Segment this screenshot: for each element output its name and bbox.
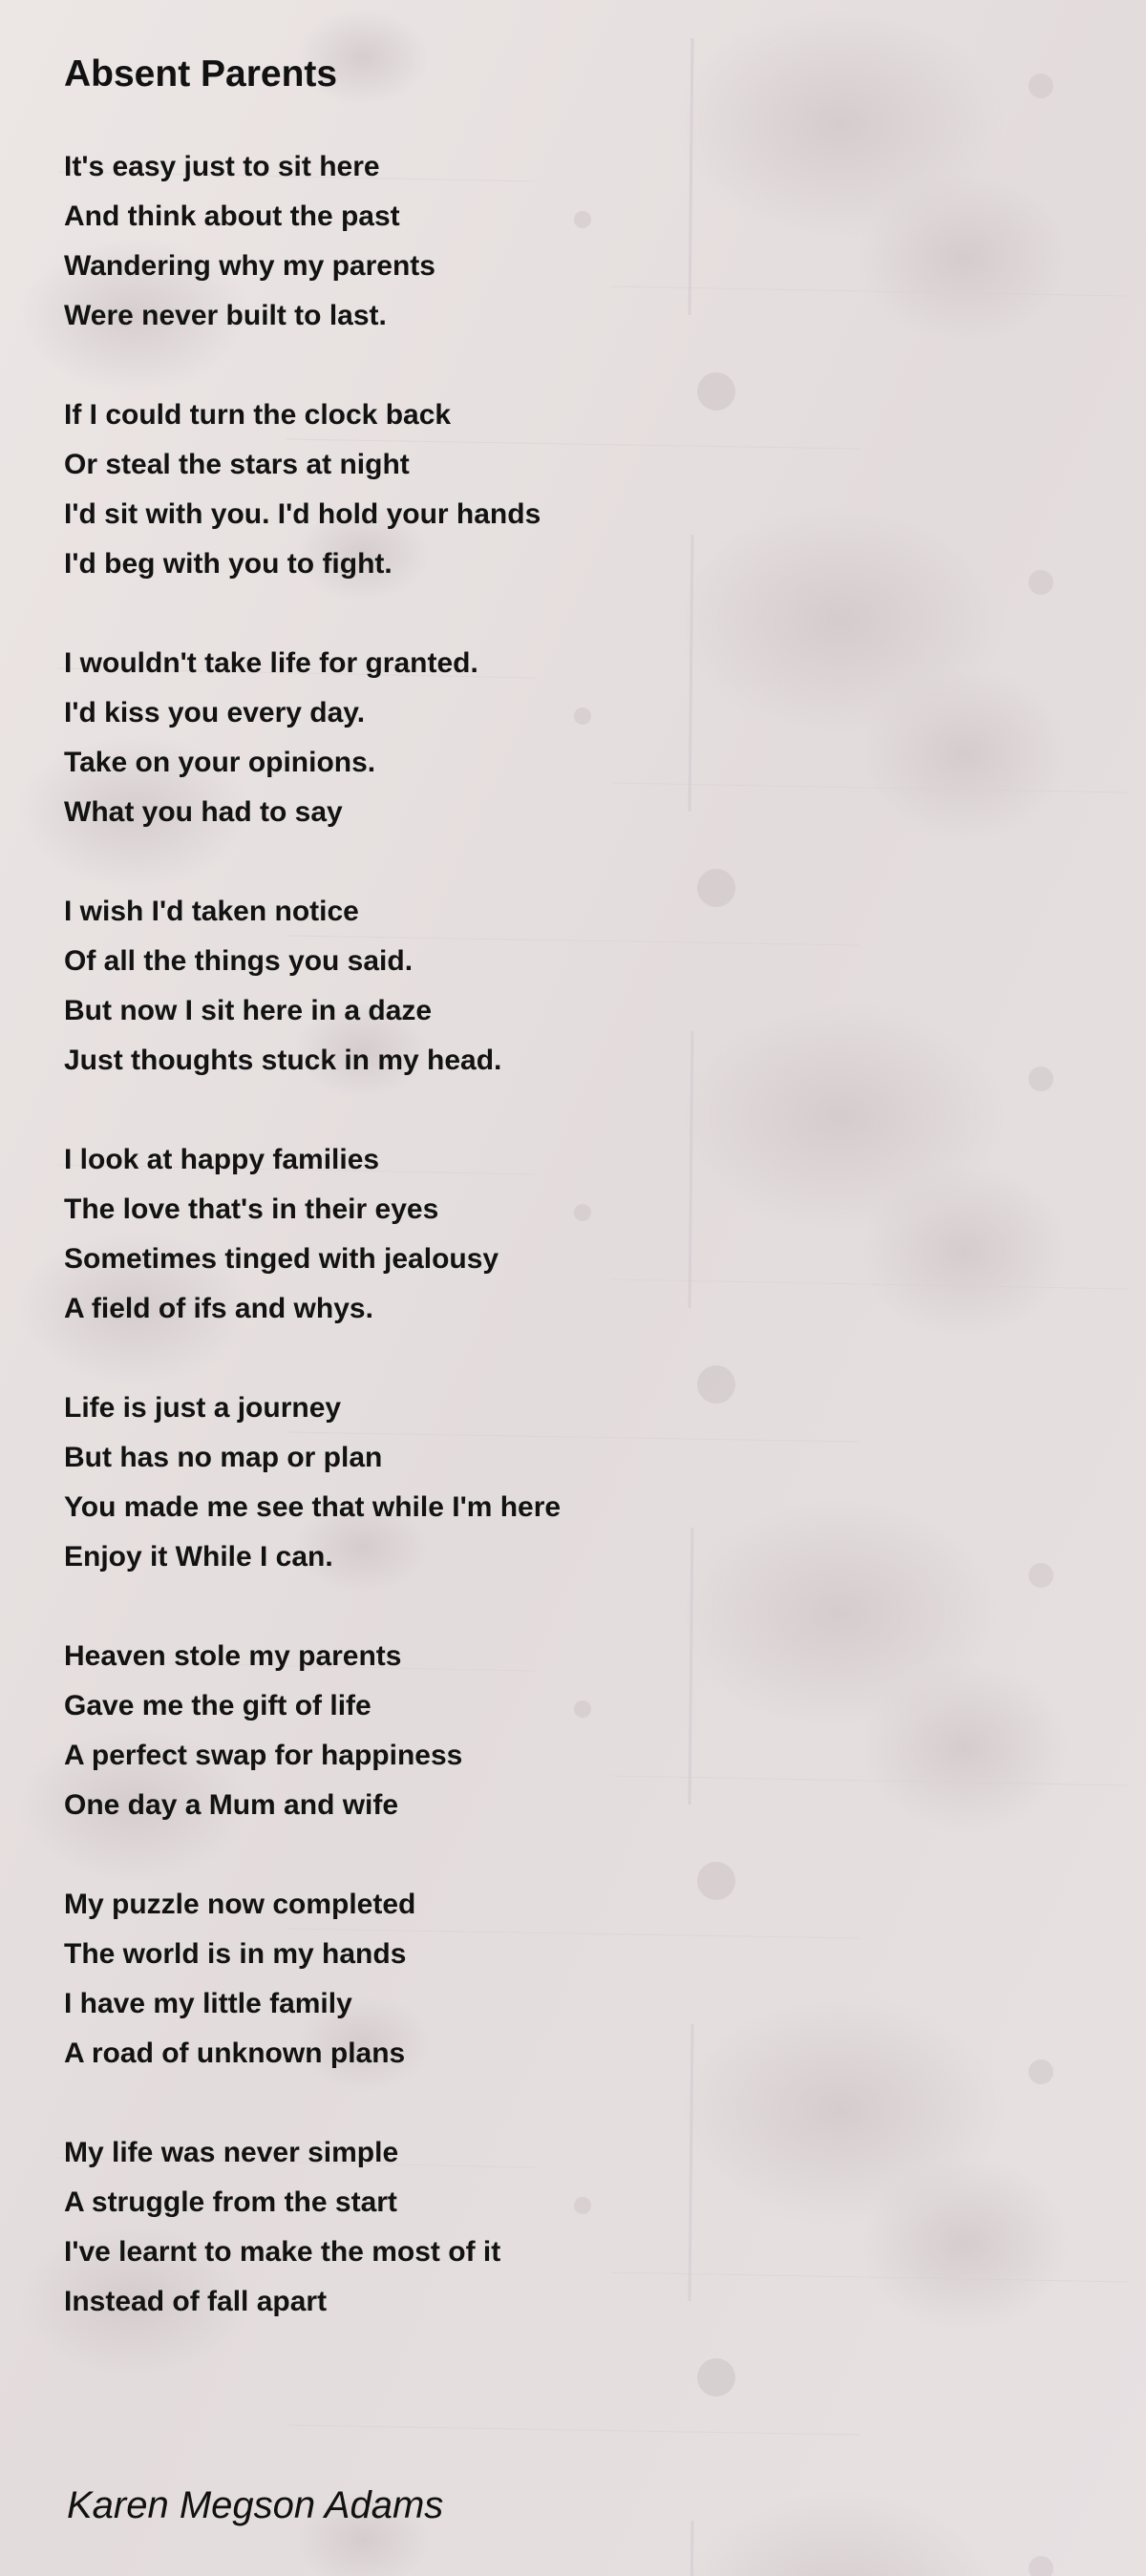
poem-line: I wouldn't take life for granted. xyxy=(64,647,478,679)
stanza xyxy=(64,1632,1076,1830)
stanza xyxy=(64,887,1076,1086)
poem-line: It's easy just to sit here xyxy=(64,151,380,182)
stanza xyxy=(64,391,1076,589)
poem-line: My life was never simple xyxy=(64,2137,399,2168)
poem-line: Of all the things you said. xyxy=(64,945,414,977)
stanza xyxy=(64,1135,1076,1334)
stanza xyxy=(64,1383,1076,1582)
poem-line: Sometimes tinged with jealousy xyxy=(64,1243,499,1275)
poem-line: Enjoy it While I can. xyxy=(64,1541,333,1573)
poem-line: If I could turn the clock back xyxy=(64,399,452,431)
poem-body xyxy=(64,142,1076,2376)
poem-line: Gave me the gift of life xyxy=(64,1690,371,1721)
poem-line: I'd beg with you to fight. xyxy=(64,548,393,580)
stanza xyxy=(64,2128,1076,2327)
poem-line: Just thoughts stuck in my head. xyxy=(64,1045,502,1076)
poem-line: Take on your opinions. xyxy=(64,747,376,778)
poem-line: I'd kiss you every day. xyxy=(64,697,366,728)
poem-line: I have my little family xyxy=(64,1988,352,2019)
stanza xyxy=(64,1880,1076,2079)
stanza xyxy=(64,142,1076,341)
poem-line: What you had to say xyxy=(64,796,343,828)
poem-line: But has no map or plan xyxy=(64,1442,383,1473)
poem-line: Instead of fall apart xyxy=(64,2286,328,2317)
poem-line: But now I sit here in a daze xyxy=(64,995,433,1026)
poem-line: One day a Mum and wife xyxy=(64,1789,399,1821)
poem-line: And think about the past xyxy=(64,201,400,232)
poem-line: Or steal the stars at night xyxy=(64,449,410,480)
poem-line: I wish I'd taken notice xyxy=(64,896,359,927)
poem-line: Heaven stole my parents xyxy=(64,1640,402,1672)
poem-line: The love that's in their eyes xyxy=(64,1193,439,1225)
poem-line: A struggle from the start xyxy=(64,2186,397,2218)
poem-author: Karen Megson Adams xyxy=(67,2484,444,2526)
poem-line: The world is in my hands xyxy=(64,1938,407,1970)
poem-line: A road of unknown plans xyxy=(64,2038,406,2069)
poem-line: A field of ifs and whys. xyxy=(64,1293,373,1324)
poem-line: I'd sit with you. I'd hold your hands xyxy=(64,498,541,530)
poem-line: A perfect swap for happiness xyxy=(64,1740,463,1771)
poem-line: Life is just a journey xyxy=(64,1392,342,1424)
poem-line: Wandering why my parents xyxy=(64,250,435,282)
poem-title: Absent Parents xyxy=(64,53,338,95)
stanza xyxy=(64,639,1076,837)
poem-line: My puzzle now completed xyxy=(64,1889,416,1920)
poem-line: I've learnt to make the most of it xyxy=(64,2236,501,2268)
poem-line: You made me see that while I'm here xyxy=(64,1491,562,1523)
poem-line: I look at happy families xyxy=(64,1144,380,1175)
poem-line: Were never built to last. xyxy=(64,300,387,331)
